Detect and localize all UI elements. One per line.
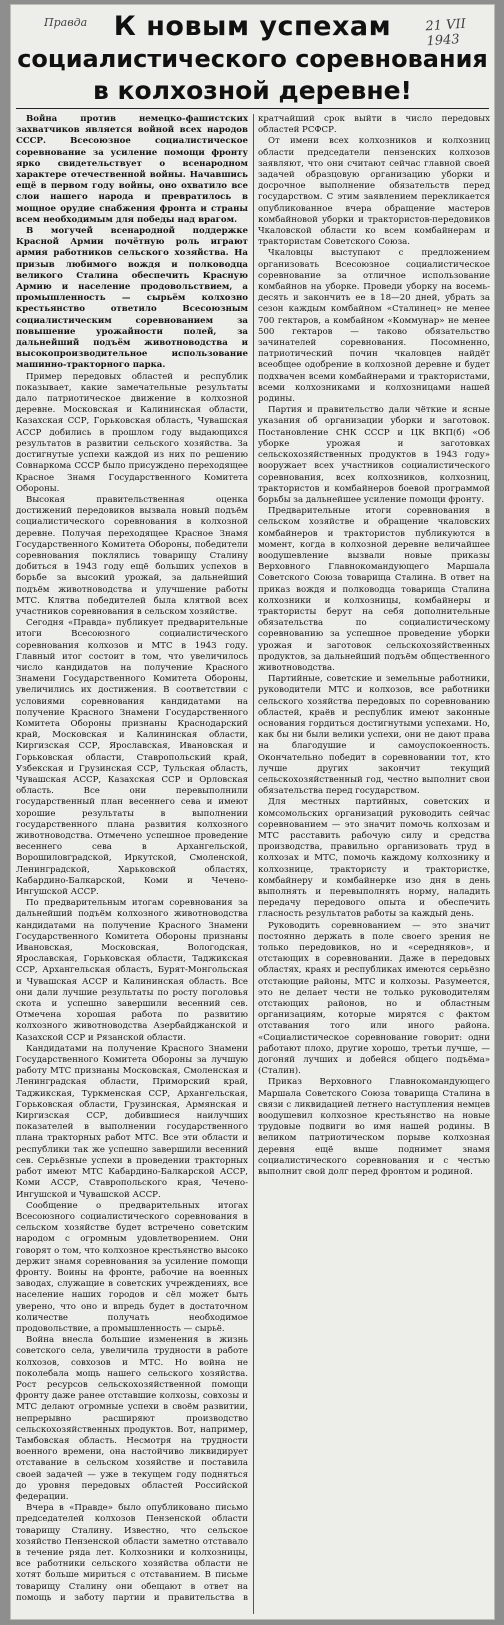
article-paragraph: Кандидатами на получение Красного Знамени Государственного Комитета Обороны за лучшую работу МТС признаны Московская, Смоленская и Ленинградская области, Приморский край, Таджикская, Туркменская ССР, Архангельская, Горьковская области, Грузинская, Армянская и Киргизская ССР, добившиеся наилучших показателей в выполнении государственного плана тракторных работ МТС. Все эти области и республики так же успешно завершили весенний сев. Серьёзные успехи в проведении тракторных работ имеют МТС Кабардино-Балкарской АССР, Коми АССР, Ставропольского края, Чечено-Ингушской и Чувашской АССР.: [16, 1043, 248, 1200]
handwritten-date-day: 21 VII: [425, 16, 467, 35]
handwritten-source-note: Правда: [44, 16, 88, 29]
headline: [10, 10, 495, 107]
headline-line-1: К новым успехам: [113, 11, 392, 42]
handwritten-date-year: 1943: [426, 32, 461, 50]
article-paragraph: Война против немецко-фашистских захватчиков является войной всех народов СССР. Всесоюзное социалистическое соревнование за усиление помощи фронту ярко свидетельствует о всенародном характере отечественной войны. Начавшись ещё в первом году войны, оно охватило все слои нашего народа и превратилось в мощное орудие снабжения фронта и страны всем необходимым для победы над врагом.: [16, 114, 248, 225]
article-paragraph: Вчера в «Правде» было опубликовано письмо председателей колхозов Пензенской области товарищу Сталину. Известно, что сельское хозяйство Пензенской области заметно отставало в течение ряда лет. Колхозники и колхозницы, все работники сельского хозяйства области не хотят больше мириться с отставанием. В письме товарищу Сталину они обещают в ответ на помощь и заботу партии и правительства в кратчайший срок выйти в число передовых областей РСФСР.: [16, 114, 490, 1603]
article-paragraph: В могучей всенародной поддержке Красной Армии почётную роль играют армия работников сельского хозяйства. На призыв любимого вождя и полководца великого Сталина обеспечить Красную Армию и население продовольствием, а промышленность — сырьём колхозно крестьянство ответило Всесоюзным социалистическим соревнованием за повышение урожайности полей, за дальнейший подъём животноводства и высокопроизводительное использование машинно-тракторного парка.: [16, 226, 248, 371]
article-paragraph: От имени всех колхозников и колхозниц области председатели пензенских колхозов заявляют, что они считают сейчас главной своей задачей образцовую организацию уборки и досрочное выполнение обязательств перед государством. С этим заявлением перекликается опубликованное вчера обращение мастеров комбайновой уборки и трактористов-передовиков Чкаловской области ко всем комбайнерам и трактористам Советского Союза.: [258, 136, 490, 248]
article-paragraph: Руководить соревнованием — это значит постоянно держать в поле своего зрения не только передовиков, но и «середняков», и отстающих в соревновании. Даже в передовых областях, краях и республиках имеются серьёзно отстающие районы, МТС и колхозы. Разумеется, это не делает чести не только руководителям отстающих районов, но и областным организациям, которые мирятся с фактом отставания того или иного района. «Социалистическое соревнование говорит: одни работают плохо, другие хорошо, третьи лучше, — догоняй лучших и добейся общего подъёма» (Сталин).: [258, 920, 490, 1077]
article-paragraph: По предварительным итогам соревнования за дальнейший подъём колхозного животноводства кандидатами на получение Красного Знамени Государственного Комитета Обороны признаны Ивановская, Московская, Вологодская, Ярославская, Горьковская области, Таджикская ССР, Архангельская область, Бурят-Монгольская и Чувашская АССР и Калининская область. Все они дали лучшие результаты по росту поголовья скота и успешно завершили весенний сев. Отмечена хорошая работа по развитию колхозного животноводства Азербайджанской и Казахской ССР и Рязанской области.: [16, 898, 248, 1043]
article-paragraph: Чкаловцы выступают с предложением организовать Всесоюзное социалистическое соревнование за отличное использование комбайнов на уборке. Проведи уборку на восемь-десять и закончить ее в 18—20 дней, убрать за сезон каждым комбайном «Сталинец» не менее 700 гектаров, а комбайном «Коммунар» не менее 500 гектаров — таково обязательство зачинателей соревнования. Посомненно, патриотический почин чкаловцев найдёт всеобщее одобрение в колхозной деревне и будет подхвачен всеми комбайнерами и трактористами, всеми колхозниками и колхозницами нашей родины.: [258, 248, 490, 405]
article-paragraph: Приказ Верховного Главнокомандующего Маршала Советского Союза товарища Сталина в связи с ликвидацией летнего наступления немцев воодушевил колхозное крестьянство на новые трудовые подвиги во имя нашей родины. В великом патриотическом порыве колхозная деревня ещё выше поднимет знамя социалистического соревнования и с честью выполнит свой долг перед фронтом и родиной.: [258, 1077, 490, 1178]
article-paragraph: Партийные, советские и земельные работники, руководители МТС и колхозов, все работники сельского хозяйства передовых по соревнованию областей, краёв и республик имеют законные основания гордиться достигнутыми успехами. Но, как бы ни были велики успехи, они не дают права на благодушие и самоуспокоенность. Окончательно победит в соревновании тот, кто лучше других закончит текущий сельскохозяйственный год, честно выполнит свои обязательства перед государством.: [258, 674, 490, 797]
article-paragraph: Сегодня «Правда» публикует предварительные итоги Всесоюзного социалистического соревнования колхозов и МТС в 1943 году. Главный итог состоит в том, что увеличилось число кандидатов на получение Красного Знамени Государственного Комитета Обороны, увеличились их достижения. В соответствии с условиями соревнования кандидатами на получение Красного Знамени Государственного Комитета Обороны признаны Краснодарский край, Московская и Калининская области, Киргизская ССР, Ярославская, Ивановская и Горьковская области, Ставропольский край, Узбекская и Грузинская ССР, Тульская область, Чувашская АССР, Казахская ССР и Орловская область. Все они перевыполнили государственный план весеннего сева и имеют хорошие результаты в выполнении государственного плана развития колхозного животноводства. Отмечено успешное проведение весеннего сева в Архангельской, Ворошиловградской, Иркутской, Смоленской, Ленинградской, Харьковской областях, Кабардино-Балкарской, Коми и Чечено-Ингушской АССР.: [16, 618, 248, 898]
article-paragraph: Для местных партийных, советских и комсомольских организаций руководить сейчас соревнованием — это значит помочь колхозам и МТС расставить рабочую силу и средства производства, правильно организовать труд в колхозах и МТС, помочь каждому колхознику и колхознице, трактористу и трактористке, комбайнеру и комбайнерке изо дня в день выполнять и перевыполнять норму, наладить передачу передового опыта и обеспечить гласность результатов работы за каждый день.: [258, 797, 490, 920]
headline-divider: [16, 108, 489, 109]
article-paragraph: Сообщение о предварительных итогах Всесоюзного социалистического соревнования в сельском хозяйстве будет встречено советским народом с огромным удовлетворением. Они говорят о том, что колхозное крестьянство высоко держит знамя соревнования за усиление помощи фронту. Воины на фронте, рабочие на военных заводах, служащие в советских учреждениях, все население наших городов и сёл может быть уверено, что оно и впредь будет в достаточном количестве получать необходимое продовольствие, а промышленность — сырьё.: [16, 1200, 248, 1334]
article-body: [16, 114, 490, 1614]
headline-line-3: в колхозной деревне!: [93, 76, 412, 105]
headline-line-2: социалистического соревнования: [17, 45, 488, 73]
newspaper-clipping: [10, 4, 495, 1620]
article-paragraph: Партия и правительство дали чёткие и ясные указания об организации уборки и заготовок. Постановление СНК СССР и ЦК ВКП(б) «Об уборке урожая и заготовках сельскохозяйственных продуктов в 1943 году» вооружает всех участников социалистического соревнования, всех колхозников, колхозниц, трактористов и комбайнеров боевой программой борьбы за дальнейшее усиление помощи фронту.: [258, 405, 490, 505]
article-paragraph: Предварительные итоги соревнования в сельском хозяйстве и обращение чкаловских комбайнеров и трактористов публикуются в момент, когда в колхозной деревне величайшее воодушевление вызвали новые приказы Верховного Главнокомандующего Маршала Советского Союза товарища Сталина. В ответ на приказ вождя и полководца товарища Сталина колхозники и колхозницы, комбайнеры и трактористы берут на себя дополнительные обязательства по социалистическому соревнованию за успешное проведение уборки урожая и заготовок сельскохозяйственных продуктов, за дальнейший подъём общественного животноводства.: [258, 506, 490, 673]
article-paragraph: Пример передовых областей и республик показывает, какие замечательные результаты дало патриотическое движение в колхозной деревне. Московская и Калининская области, Казахская ССР, Горьковская область, Чувашская АССР добились в прошлом году выдающихся результатов в развитии сельского хозяйства. За достигнутые успехи каждой из них по решению Совнаркома СССР было присуждено переходящее Красное Знамя Государственного Комитета Обороны.: [16, 371, 248, 494]
article-paragraph: Война внесла большие изменения в жизнь советского села, увеличила трудности в работе колхозов, совхозов и МТС. Но война не поколебала мощь нашего сельского хозяйства. Рост ресурсов сельскохозяйственной помощи фронту даже ранее отставшие колхозы, совхозы и МТС делают огромные успехи в своём развитии, непрерывно расширяют производство сельскохозяйственных продуктов. Вот, например, Тамбовская область. Несмотря на трудности военного времени, она настойчиво ликвидирует отставание в сельском хозяйстве и поставила своей задачей — уже в текущем году подняться до уровня передовых областей Российской федерации.: [16, 1335, 248, 1502]
article-paragraph: Высокая правительственная оценка достижений передовиков вызвала новый подъём социалистического соревнования в колхозной деревне. Получая переходящее Красное Знамя Государственного Комитета Обороны, победители соревнования поклялись товарищу Сталину добиться в 1943 году ещё больших успехов в борьбе за высокий урожай, за дальнейший подъём животноводства и улучшение работы МТС. Клятва победителей была клятвой всех участников соревнования в сельском хозяйстве.: [16, 494, 248, 617]
